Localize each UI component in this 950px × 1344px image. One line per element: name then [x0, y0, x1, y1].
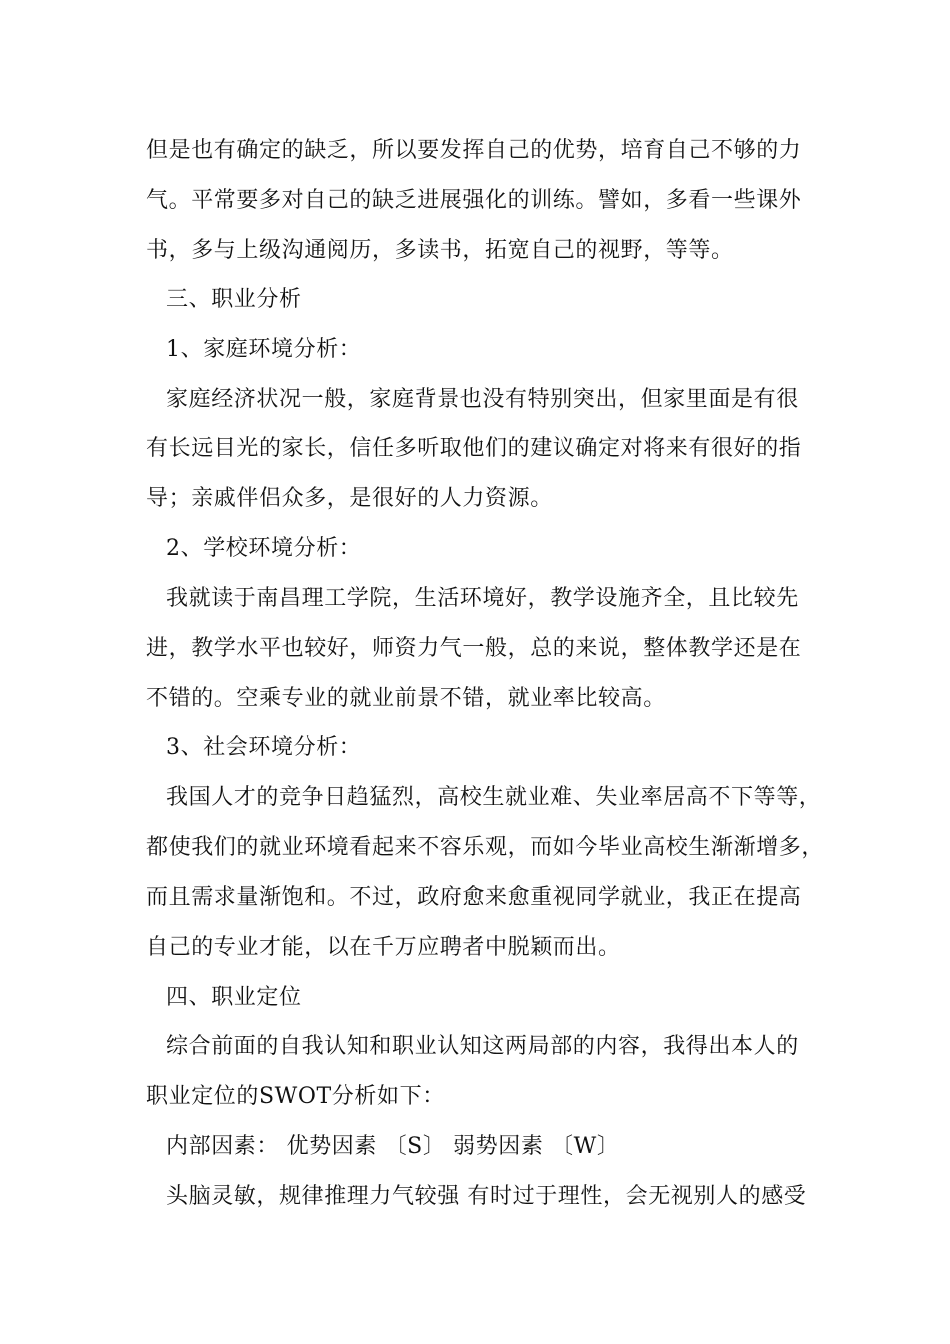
section-heading: 四、职业定位 [166, 985, 302, 1010]
paragraph-line: 自己的专业才能，以在千万应聘者中脱颖而出。 [146, 935, 621, 960]
swot-header-line: 内部因素： 优势因素 〔S〕 弱势因素 〔W〕 [166, 1134, 620, 1159]
paragraph-line: 而且需求量渐饱和。不过，政府愈来愈重视同学就业，我正在提高 [146, 885, 802, 910]
paragraph-line: 我就读于南昌理工学院，生活环境好，教学设施齐全，且比较先 [166, 586, 799, 611]
paragraph-line: 都使我们的就业环境看起来不容乐观，而如今毕业高校生渐渐增多， [146, 835, 825, 860]
paragraph-line: 导；亲戚伴侣众多，是很好的人力资源。 [146, 486, 553, 511]
paragraph-line: 但是也有确定的缺乏，所以要发挥自己的优势，培育自己不够的力 [146, 138, 802, 163]
subsection-heading: 3、社会环境分析： [166, 735, 362, 760]
subsection-heading: 2、学校环境分析： [166, 536, 362, 561]
swot-row-line: 头脑灵敏，规律推理力气较强 有时过于理性，会无视别人的感受 [166, 1184, 807, 1209]
paragraph-line: 有长远目光的家长，信任多听取他们的建议确定对将来有很好的指 [146, 436, 802, 461]
section-heading: 三、职业分析 [166, 287, 302, 312]
paragraph-line: 气。平常要多对自己的缺乏进展强化的训练。譬如，多看一些课外 [146, 188, 802, 213]
subsection-heading: 1、家庭环境分析： [166, 337, 362, 362]
paragraph-line: 我国人才的竞争日趋猛烈，高校生就业难、失业率居高不下等等， [166, 785, 822, 810]
paragraph-line: 不错的。空乘专业的就业前景不错，就业率比较高。 [146, 686, 666, 711]
paragraph-line: 家庭经济状况一般，家庭背景也没有特别突出，但家里面是有很 [166, 387, 799, 412]
paragraph-line: 综合前面的自我认知和职业认知这两局部的内容，我得出本人的 [166, 1034, 799, 1059]
paragraph-line: 书，多与上级沟通阅历，多读书，拓宽自己的视野，等等。 [146, 238, 734, 263]
paragraph-line: 进，教学水平也较好，师资力气一般，总的来说，整体教学还是在 [146, 636, 802, 661]
paragraph-line: 职业定位的SWOT分析如下： [146, 1084, 445, 1109]
